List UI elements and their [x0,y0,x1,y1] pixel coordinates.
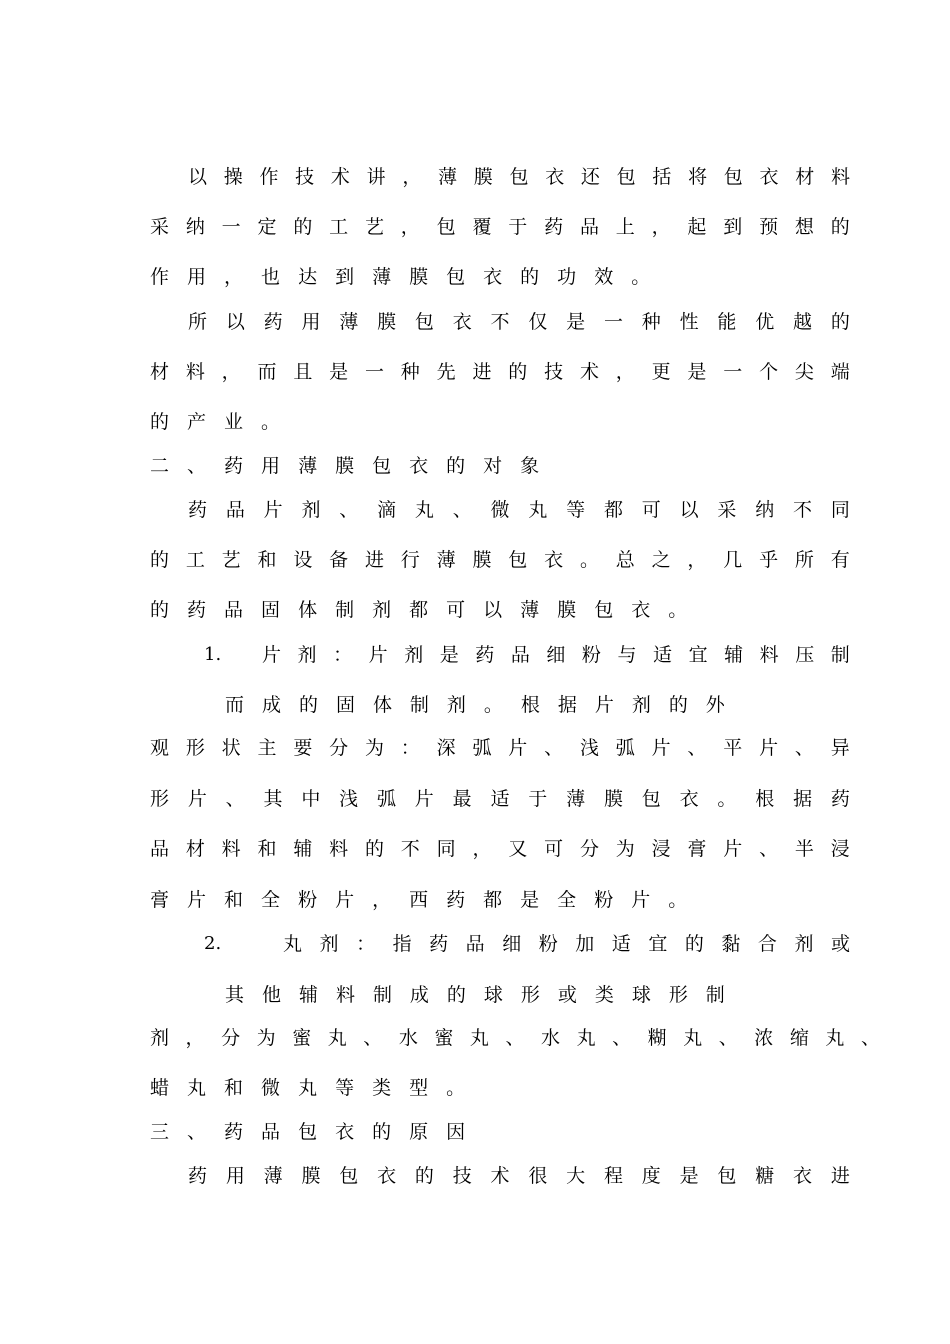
paragraph-line: 形 片 、 其 中 浅 弧 片 最 适 于 薄 膜 包 衣 。 根 据 药 [150,788,850,810]
list-number: 2. [204,933,222,954]
list-number: 1. [204,644,222,665]
paragraph-line: 剂 ， 分 为 蜜 丸 、 水 蜜 丸 、 水 丸 、 糊 丸 、 浓 缩 丸 、 [150,1027,880,1049]
paragraph-line: 的 药 品 固 体 制 剂 都 可 以 薄 膜 包 衣 。 [150,599,688,621]
paragraph-line: 采 纳 一 定 的 工 艺 ， 包 覆 于 药 品 上 ， 起 到 预 想 的 [150,216,850,238]
section-heading: 三 、 药 品 包 衣 的 原 因 [150,1121,466,1143]
paragraph-line: 观 形 状 主 要 分 为 ： 深 弧 片 、 浅 弧 片 、 平 片 、 异 [150,737,850,759]
paragraph-line: 所 以 药 用 薄 膜 包 衣 不 仅 是 一 种 性 能 优 越 的 [188,311,850,333]
paragraph-line: 药 品 片 剂 、 滴 丸 、 微 丸 等 都 可 以 采 纳 不 同 [188,499,850,521]
paragraph-line: 作 用 ， 也 达 到 薄 膜 包 衣 的 功 效 。 [150,266,651,288]
paragraph-line: 膏 片 和 全 粉 片 ， 西 药 都 是 全 粉 片 。 [150,889,688,911]
paragraph-line: 品 材 料 和 辅 料 的 不 同 ， 又 可 分 为 浸 膏 片 、 半 浸 [150,838,850,860]
paragraph-line: 的 产 业 。 [150,411,281,433]
list-item-line: 丸 剂 ： 指 药 品 细 粉 加 适 宜 的 黏 合 剂 或 [283,933,850,955]
list-item-line: 而 成 的 固 体 制 剂 。 根 据 片 剂 的 外 [225,694,725,716]
paragraph-line: 蜡 丸 和 微 丸 等 类 型 。 [150,1077,466,1099]
paragraph-line: 的 工 艺 和 设 备 进 行 薄 膜 包 衣 。 总 之 ， 几 乎 所 有 [150,549,850,571]
list-item-line: 片 剂 ： 片 剂 是 药 品 细 粉 与 适 宜 辅 料 压 制 [262,644,850,666]
paragraph-line: 材 料 ， 而 且 是 一 种 先 进 的 技 术 ， 更 是 一 个 尖 端 [150,361,850,383]
section-heading: 二 、 药 用 薄 膜 包 衣 的 对 象 [150,455,540,477]
paragraph-line: 药 用 薄 膜 包 衣 的 技 术 很 大 程 度 是 包 糖 衣 进 [188,1165,850,1187]
list-item-line: 其 他 辅 料 制 成 的 球 形 或 类 球 形 制 [225,984,725,1006]
paragraph-line: 以 操 作 技 术 讲 ， 薄 膜 包 衣 还 包 括 将 包 衣 材 料 [188,166,850,188]
